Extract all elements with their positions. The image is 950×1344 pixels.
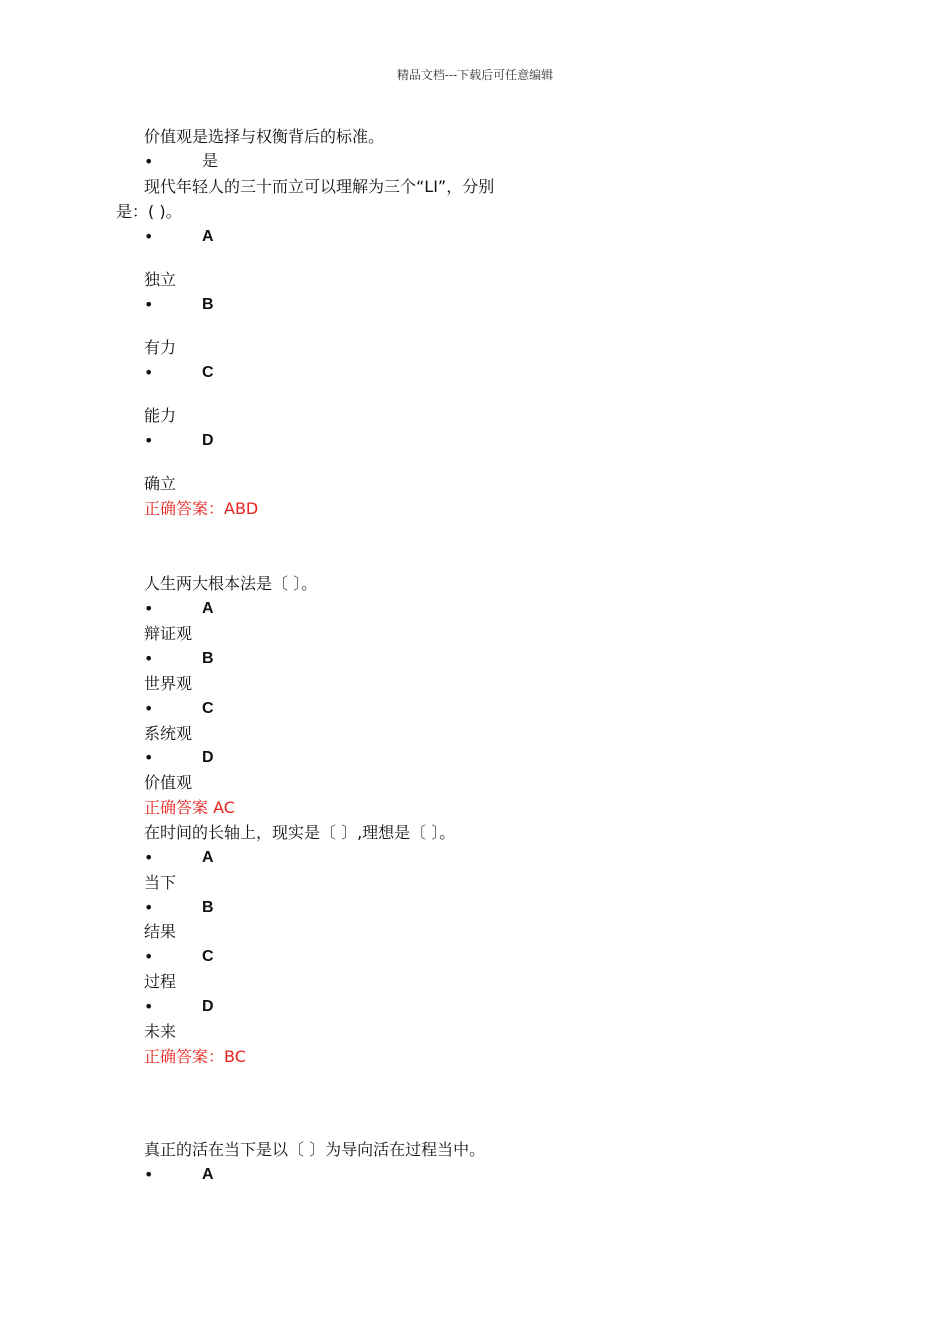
- bullet-icon: •: [144, 649, 154, 668]
- bullet-icon: •: [144, 947, 154, 966]
- option-b-text: 有力: [144, 338, 177, 357]
- bullet-icon: •: [144, 295, 154, 314]
- question-1-text-line2: 是：( )。: [116, 202, 182, 221]
- option-label: C: [202, 948, 214, 965]
- bullet-icon: •: [144, 699, 154, 718]
- option-label: B: [202, 899, 214, 916]
- option-d-text: 价值观: [144, 773, 193, 792]
- option-label: C: [202, 700, 214, 717]
- bullet-icon: •: [144, 227, 154, 246]
- option-d-text: 未来: [144, 1022, 177, 1041]
- option-b-text: 结果: [144, 922, 177, 941]
- option-a-text: 当下: [144, 873, 177, 892]
- option-label: A: [202, 600, 214, 617]
- option-label: B: [202, 650, 214, 667]
- correct-answer: 正确答案 AC: [144, 798, 235, 817]
- bullet-icon: •: [144, 1165, 154, 1184]
- question-2-text: 人生两大根本法是〔 〕。: [144, 574, 318, 593]
- option-label: A: [202, 1166, 214, 1183]
- option-label: D: [202, 749, 214, 766]
- bullet-icon: •: [144, 748, 154, 767]
- bullet-icon: •: [144, 599, 154, 618]
- correct-answer: 正确答案：BC: [144, 1047, 246, 1066]
- bullet-icon: •: [144, 363, 154, 382]
- question-0-text: 价值观是选择与权衡背后的标准。: [144, 127, 385, 146]
- bullet-icon: •: [144, 997, 154, 1016]
- option-label: C: [202, 364, 214, 381]
- option-text: 是: [202, 153, 219, 170]
- option-label: B: [202, 296, 214, 313]
- correct-answer: 正确答案：ABD: [144, 499, 259, 518]
- option-label: D: [202, 998, 214, 1015]
- option-c-text: 系统观: [144, 724, 193, 743]
- question-1-text-line1: 现代年轻人的三十而立可以理解为三个“LI”，分别: [144, 177, 495, 196]
- option-c-text: 能力: [144, 406, 177, 425]
- bullet-icon: •: [144, 898, 154, 917]
- option-b-text: 世界观: [144, 674, 193, 693]
- page-header: 精品文档---下载后可任意编辑: [396, 68, 554, 82]
- option-label: A: [202, 228, 214, 245]
- question-3-text: 在时间的长轴上，现实是〔 〕,理想是〔 〕。: [144, 823, 456, 842]
- bullet-icon: •: [144, 152, 154, 171]
- option-d-text: 确立: [144, 474, 177, 493]
- option-label: A: [202, 849, 214, 866]
- option-c-text: 过程: [144, 972, 177, 991]
- question-4-text: 真正的活在当下是以〔 〕为导向活在过程当中。: [144, 1140, 486, 1159]
- option-a-text: 辩证观: [144, 624, 193, 643]
- bullet-icon: •: [144, 848, 154, 867]
- option-a-text: 独立: [144, 270, 177, 289]
- option-label: D: [202, 432, 214, 449]
- bullet-icon: •: [144, 431, 154, 450]
